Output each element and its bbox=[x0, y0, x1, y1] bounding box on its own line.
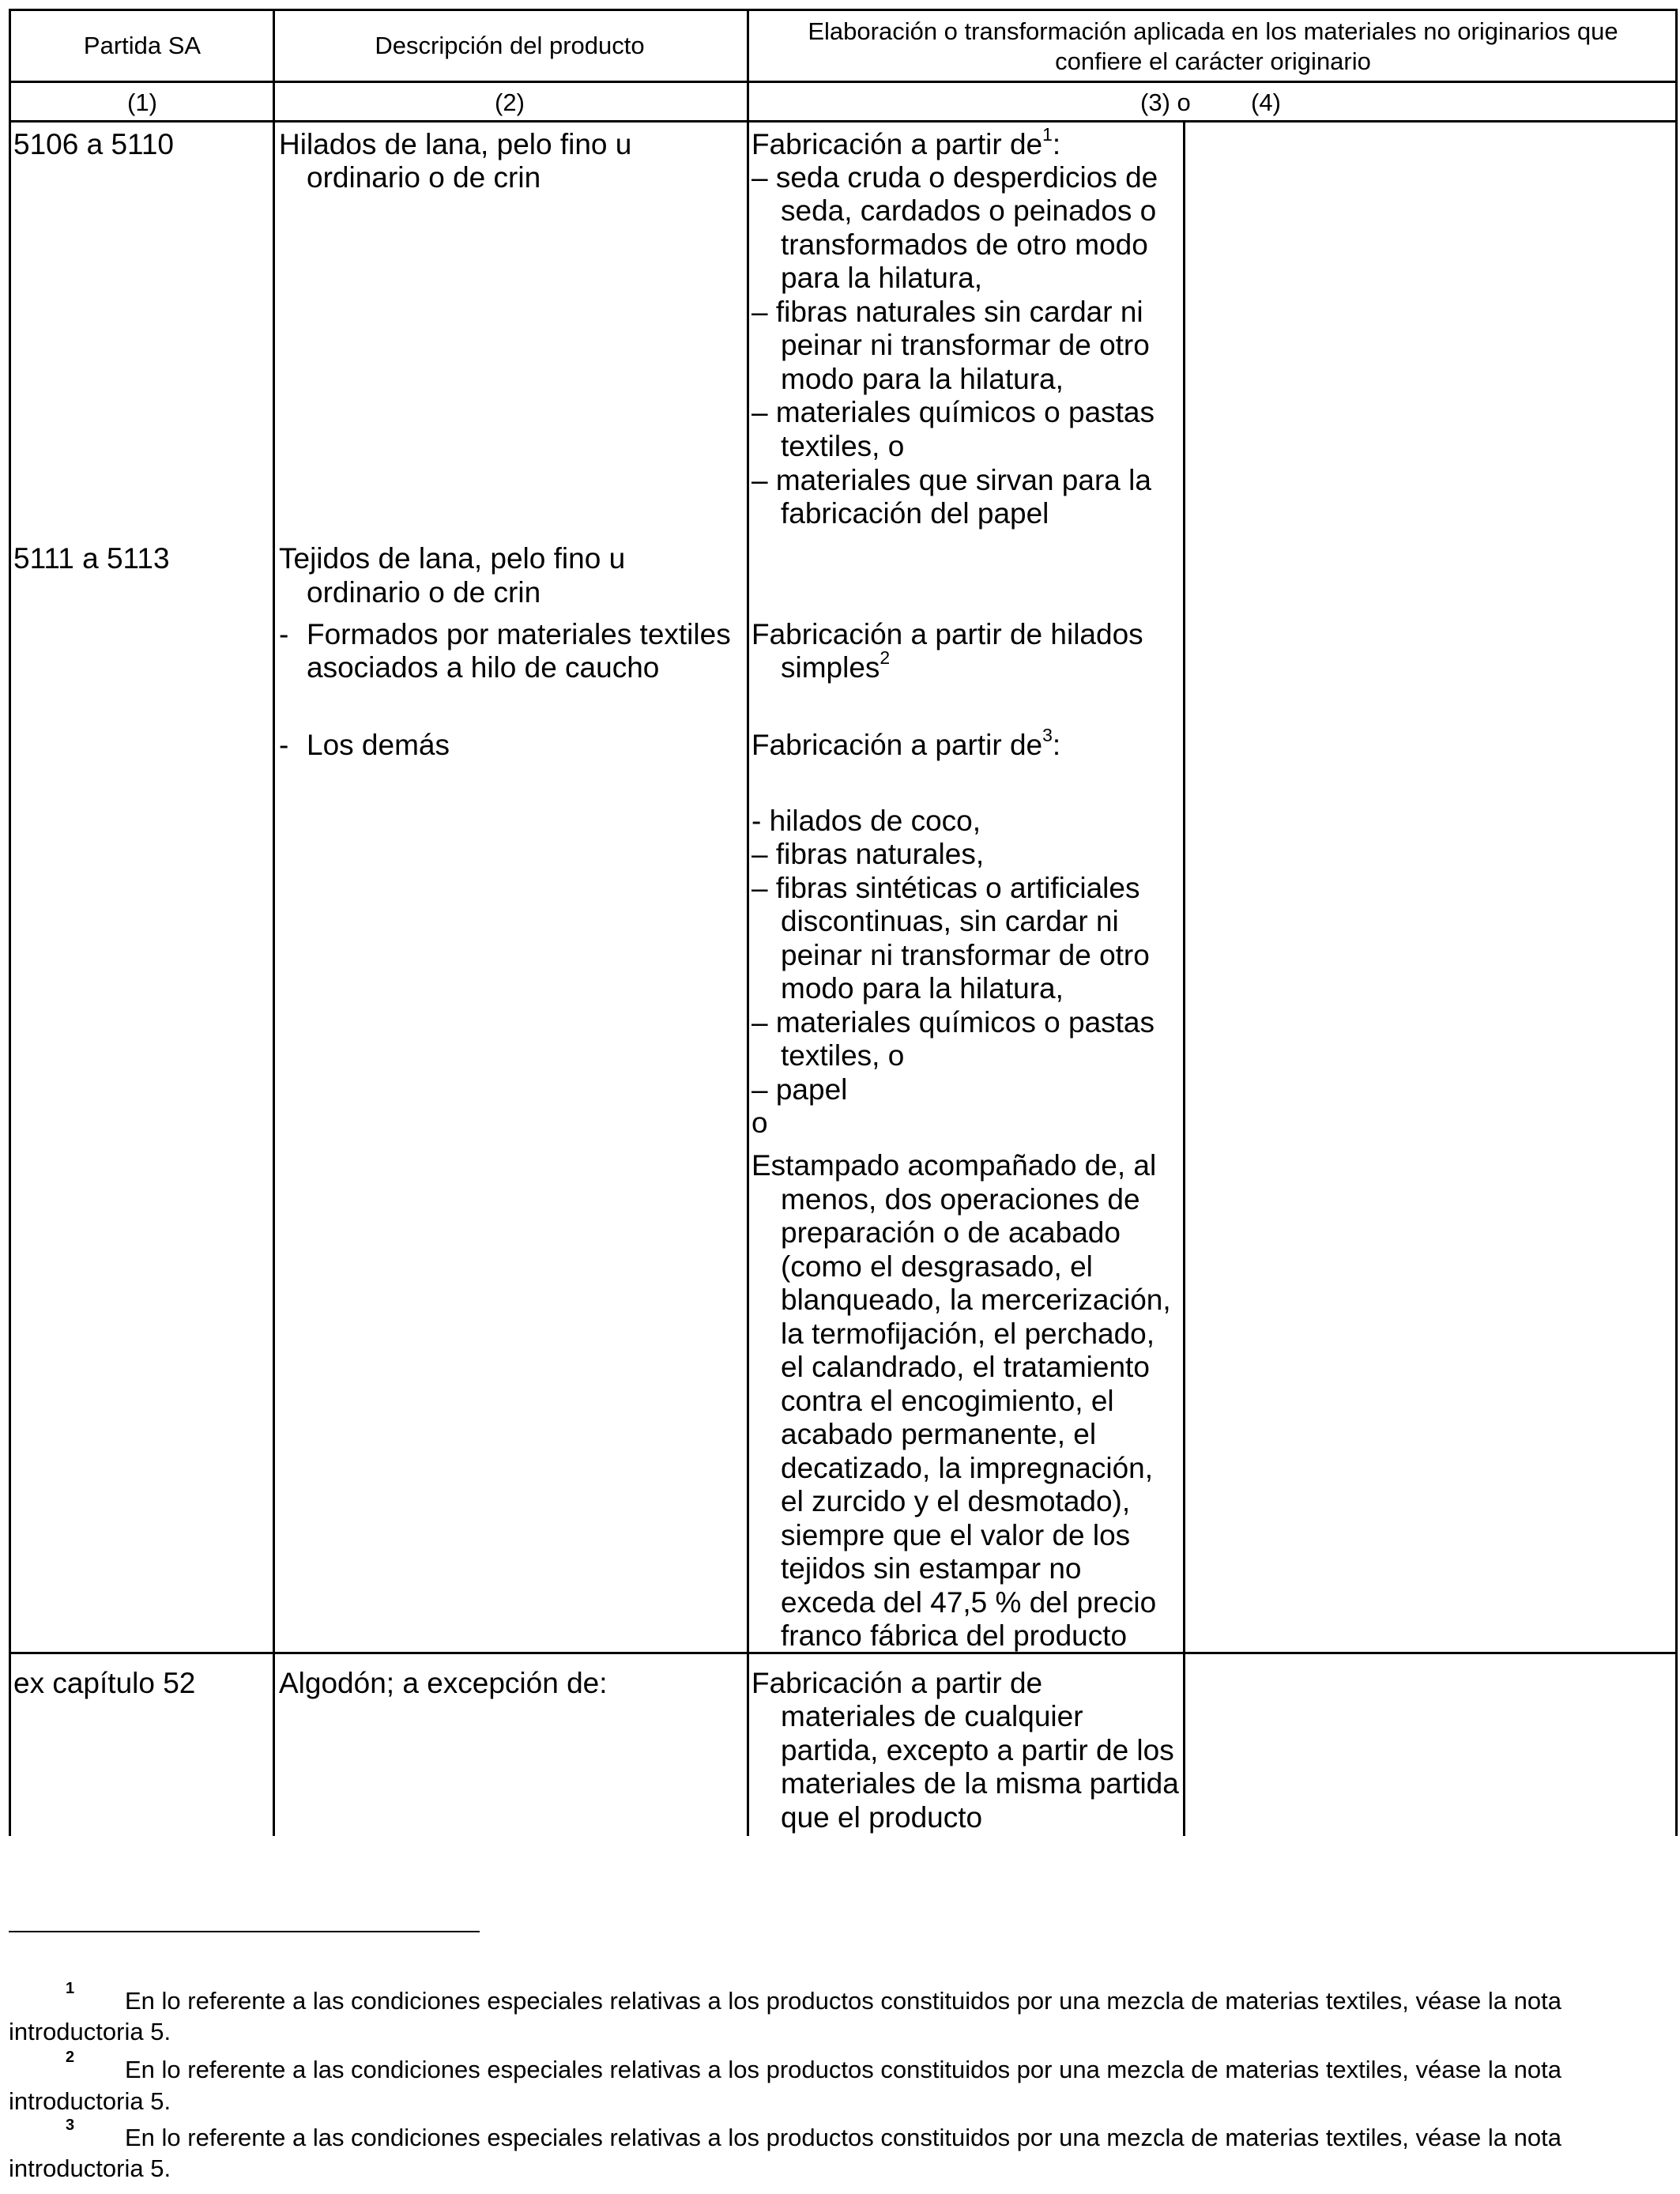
elaboracion-line bbox=[781, 647, 891, 684]
footnote-text: introductoria 5. bbox=[9, 2154, 171, 2182]
elaboracion-line: – fibras sintéticas o artificiales bbox=[751, 872, 1140, 904]
footnote-number: 2 bbox=[66, 2049, 75, 2066]
elaboracion-line: – fibras naturales, bbox=[751, 838, 985, 870]
header-elaboracion-line1: Elaboración o transformación aplicada en los materiales no originarios que bbox=[808, 17, 1618, 45]
footnote-text: introductoria 5. bbox=[9, 2018, 171, 2045]
elaboracion-line: que el producto bbox=[781, 1801, 983, 1834]
descripcion-line: Algodón; a excepción de: bbox=[279, 1667, 608, 1699]
elaboracion-intro-tail: : bbox=[1052, 128, 1061, 160]
elaboracion-text: simples bbox=[781, 651, 880, 684]
rule-row-separator bbox=[9, 1652, 1678, 1654]
elaboracion-line: fabricación del papel bbox=[781, 497, 1049, 530]
elaboracion-line: para la hilatura, bbox=[781, 262, 983, 294]
rule-header-bottom bbox=[9, 81, 1678, 83]
rule-left bbox=[9, 9, 11, 1836]
estampado-line: la termofijación, el perchado, bbox=[781, 1318, 1155, 1350]
footnote-text: En lo referente a las condiciones especiales relativas a los productos constituidos por una mezcla de materias textiles, véase la nota bbox=[125, 1987, 1561, 2015]
rule-col1-col2 bbox=[273, 9, 275, 1836]
footnote-separator bbox=[9, 1931, 480, 1932]
estampado-line: el calandrado, el tratamiento bbox=[781, 1351, 1150, 1383]
descripcion-line: Hilados de lana, pelo fino u bbox=[279, 128, 632, 160]
elaboracion-line: Fabricación a partir de hilados bbox=[751, 618, 1143, 650]
footnote-ref-2: 2 bbox=[880, 647, 891, 669]
estampado-line: blanqueado, la mercerización, bbox=[781, 1284, 1171, 1316]
partida-cell: 5111 a 5113 bbox=[13, 542, 170, 575]
estampado-line: acabado permanente, el bbox=[781, 1418, 1097, 1450]
elaboracion-line: – materiales químicos o pastas bbox=[751, 396, 1155, 428]
header-descripcion: Descripción del producto bbox=[375, 32, 645, 59]
footnote-text: introductoria 5. bbox=[9, 2087, 171, 2115]
sub-dash: - bbox=[279, 618, 289, 650]
partida-cell: 5106 a 5110 bbox=[13, 128, 175, 160]
elaboracion-line: – papel bbox=[751, 1073, 848, 1106]
elaboracion-line: – seda cruda o desperdicios de bbox=[751, 161, 1158, 194]
estampado-line: siempre que el valor de los bbox=[781, 1519, 1131, 1551]
elaboracion-line: textiles, o bbox=[781, 1039, 905, 1072]
elaboracion-line: materiales de la misma partida bbox=[781, 1767, 1179, 1800]
estampado-line: menos, dos operaciones de bbox=[781, 1183, 1140, 1216]
footnote-ref-3: 3 bbox=[1042, 725, 1053, 746]
descripcion-line: ordinario o de crin bbox=[307, 161, 541, 194]
elaboracion-line: modo para la hilatura, bbox=[781, 972, 1064, 1005]
descripcion-line: Formados por materiales textiles bbox=[307, 618, 731, 650]
elaboracion-line: – fibras naturales sin cardar ni bbox=[751, 296, 1143, 328]
footnote-number: 1 bbox=[66, 1980, 75, 1997]
footnote-number: 3 bbox=[66, 2117, 75, 2134]
estampado-line: el zurcido y el desmotado), bbox=[781, 1485, 1131, 1517]
elaboracion-line: discontinuas, sin cardar ni bbox=[781, 905, 1119, 937]
elaboracion-intro bbox=[751, 124, 1061, 160]
estampado-line: contra el encogimiento, el bbox=[781, 1385, 1114, 1417]
descripcion-line: Los demás bbox=[307, 729, 450, 761]
rule-col2-col3 bbox=[747, 9, 749, 1836]
elaboracion-line: peinar ni transformar de otro bbox=[781, 329, 1150, 361]
estampado-line: (como el desgrasado, el bbox=[781, 1250, 1093, 1283]
rule-col3-col4 bbox=[1183, 120, 1185, 1836]
elaboracion-line: materiales de cualquier bbox=[781, 1700, 1083, 1732]
elaboracion-line: transformados de otro modo bbox=[781, 228, 1148, 261]
estampado-line: tejidos sin estampar no bbox=[781, 1552, 1082, 1585]
sub-dash: - bbox=[279, 729, 289, 761]
footnote-text: En lo referente a las condiciones especiales relativas a los productos constituidos por una mezcla de materias textiles, véase la nota bbox=[125, 2124, 1561, 2151]
descripcion-line: Tejidos de lana, pelo fino u bbox=[279, 542, 626, 575]
rule-colnum-bottom bbox=[9, 120, 1678, 123]
estampado-line: decatizado, la impregnación, bbox=[781, 1452, 1154, 1484]
elaboracion-intro-text: Fabricación a partir de bbox=[751, 729, 1043, 761]
elaboracion-line: seda, cardados o peinados o bbox=[781, 194, 1157, 227]
header-elaboracion-line2: confiere el carácter originario bbox=[1055, 47, 1371, 75]
elaboracion-line: modo para la hilatura, bbox=[781, 363, 1064, 395]
elaboracion-line: o bbox=[751, 1106, 768, 1139]
estampado-line: Estampado acompañado de, al bbox=[751, 1149, 1157, 1182]
rule-right bbox=[1675, 9, 1678, 1836]
footnote-ref-1: 1 bbox=[1042, 124, 1053, 145]
elaboracion-line: Fabricación a partir de bbox=[751, 1667, 1043, 1699]
estampado-line: exceda del 47,5 % del precio bbox=[781, 1586, 1157, 1619]
colnum-4: (4) bbox=[1251, 89, 1281, 116]
elaboracion-line: partida, excepto a partir de los bbox=[781, 1734, 1174, 1766]
elaboracion-line: – materiales químicos o pastas bbox=[751, 1006, 1155, 1039]
elaboracion-line: textiles, o bbox=[781, 430, 905, 462]
elaboracion-intro-text: Fabricación a partir de bbox=[751, 128, 1043, 160]
colnum-3: (3) o bbox=[1140, 89, 1191, 116]
estampado-line: franco fábrica del producto bbox=[781, 1619, 1128, 1652]
footnote-text: En lo referente a las condiciones especiales relativas a los productos constituidos por una mezcla de materias textiles, véase la nota bbox=[125, 2056, 1561, 2083]
elaboracion-line: - hilados de coco, bbox=[751, 805, 981, 837]
estampado-line: preparación o de acabado bbox=[781, 1216, 1121, 1249]
rule-top bbox=[9, 9, 1678, 11]
descripcion-line: ordinario o de crin bbox=[307, 576, 541, 609]
colnum-2: (2) bbox=[495, 89, 525, 116]
elaboracion-line: peinar ni transformar de otro bbox=[781, 939, 1150, 971]
elaboracion-line: – materiales que sirvan para la bbox=[751, 464, 1151, 496]
elaboracion-intro bbox=[751, 725, 1061, 761]
colnum-1: (1) bbox=[127, 89, 157, 116]
descripcion-line: asociados a hilo de caucho bbox=[307, 651, 660, 684]
partida-cell: ex capítulo 52 bbox=[13, 1667, 196, 1699]
elaboracion-intro-tail: : bbox=[1052, 729, 1061, 761]
header-partida: Partida SA bbox=[83, 32, 202, 59]
